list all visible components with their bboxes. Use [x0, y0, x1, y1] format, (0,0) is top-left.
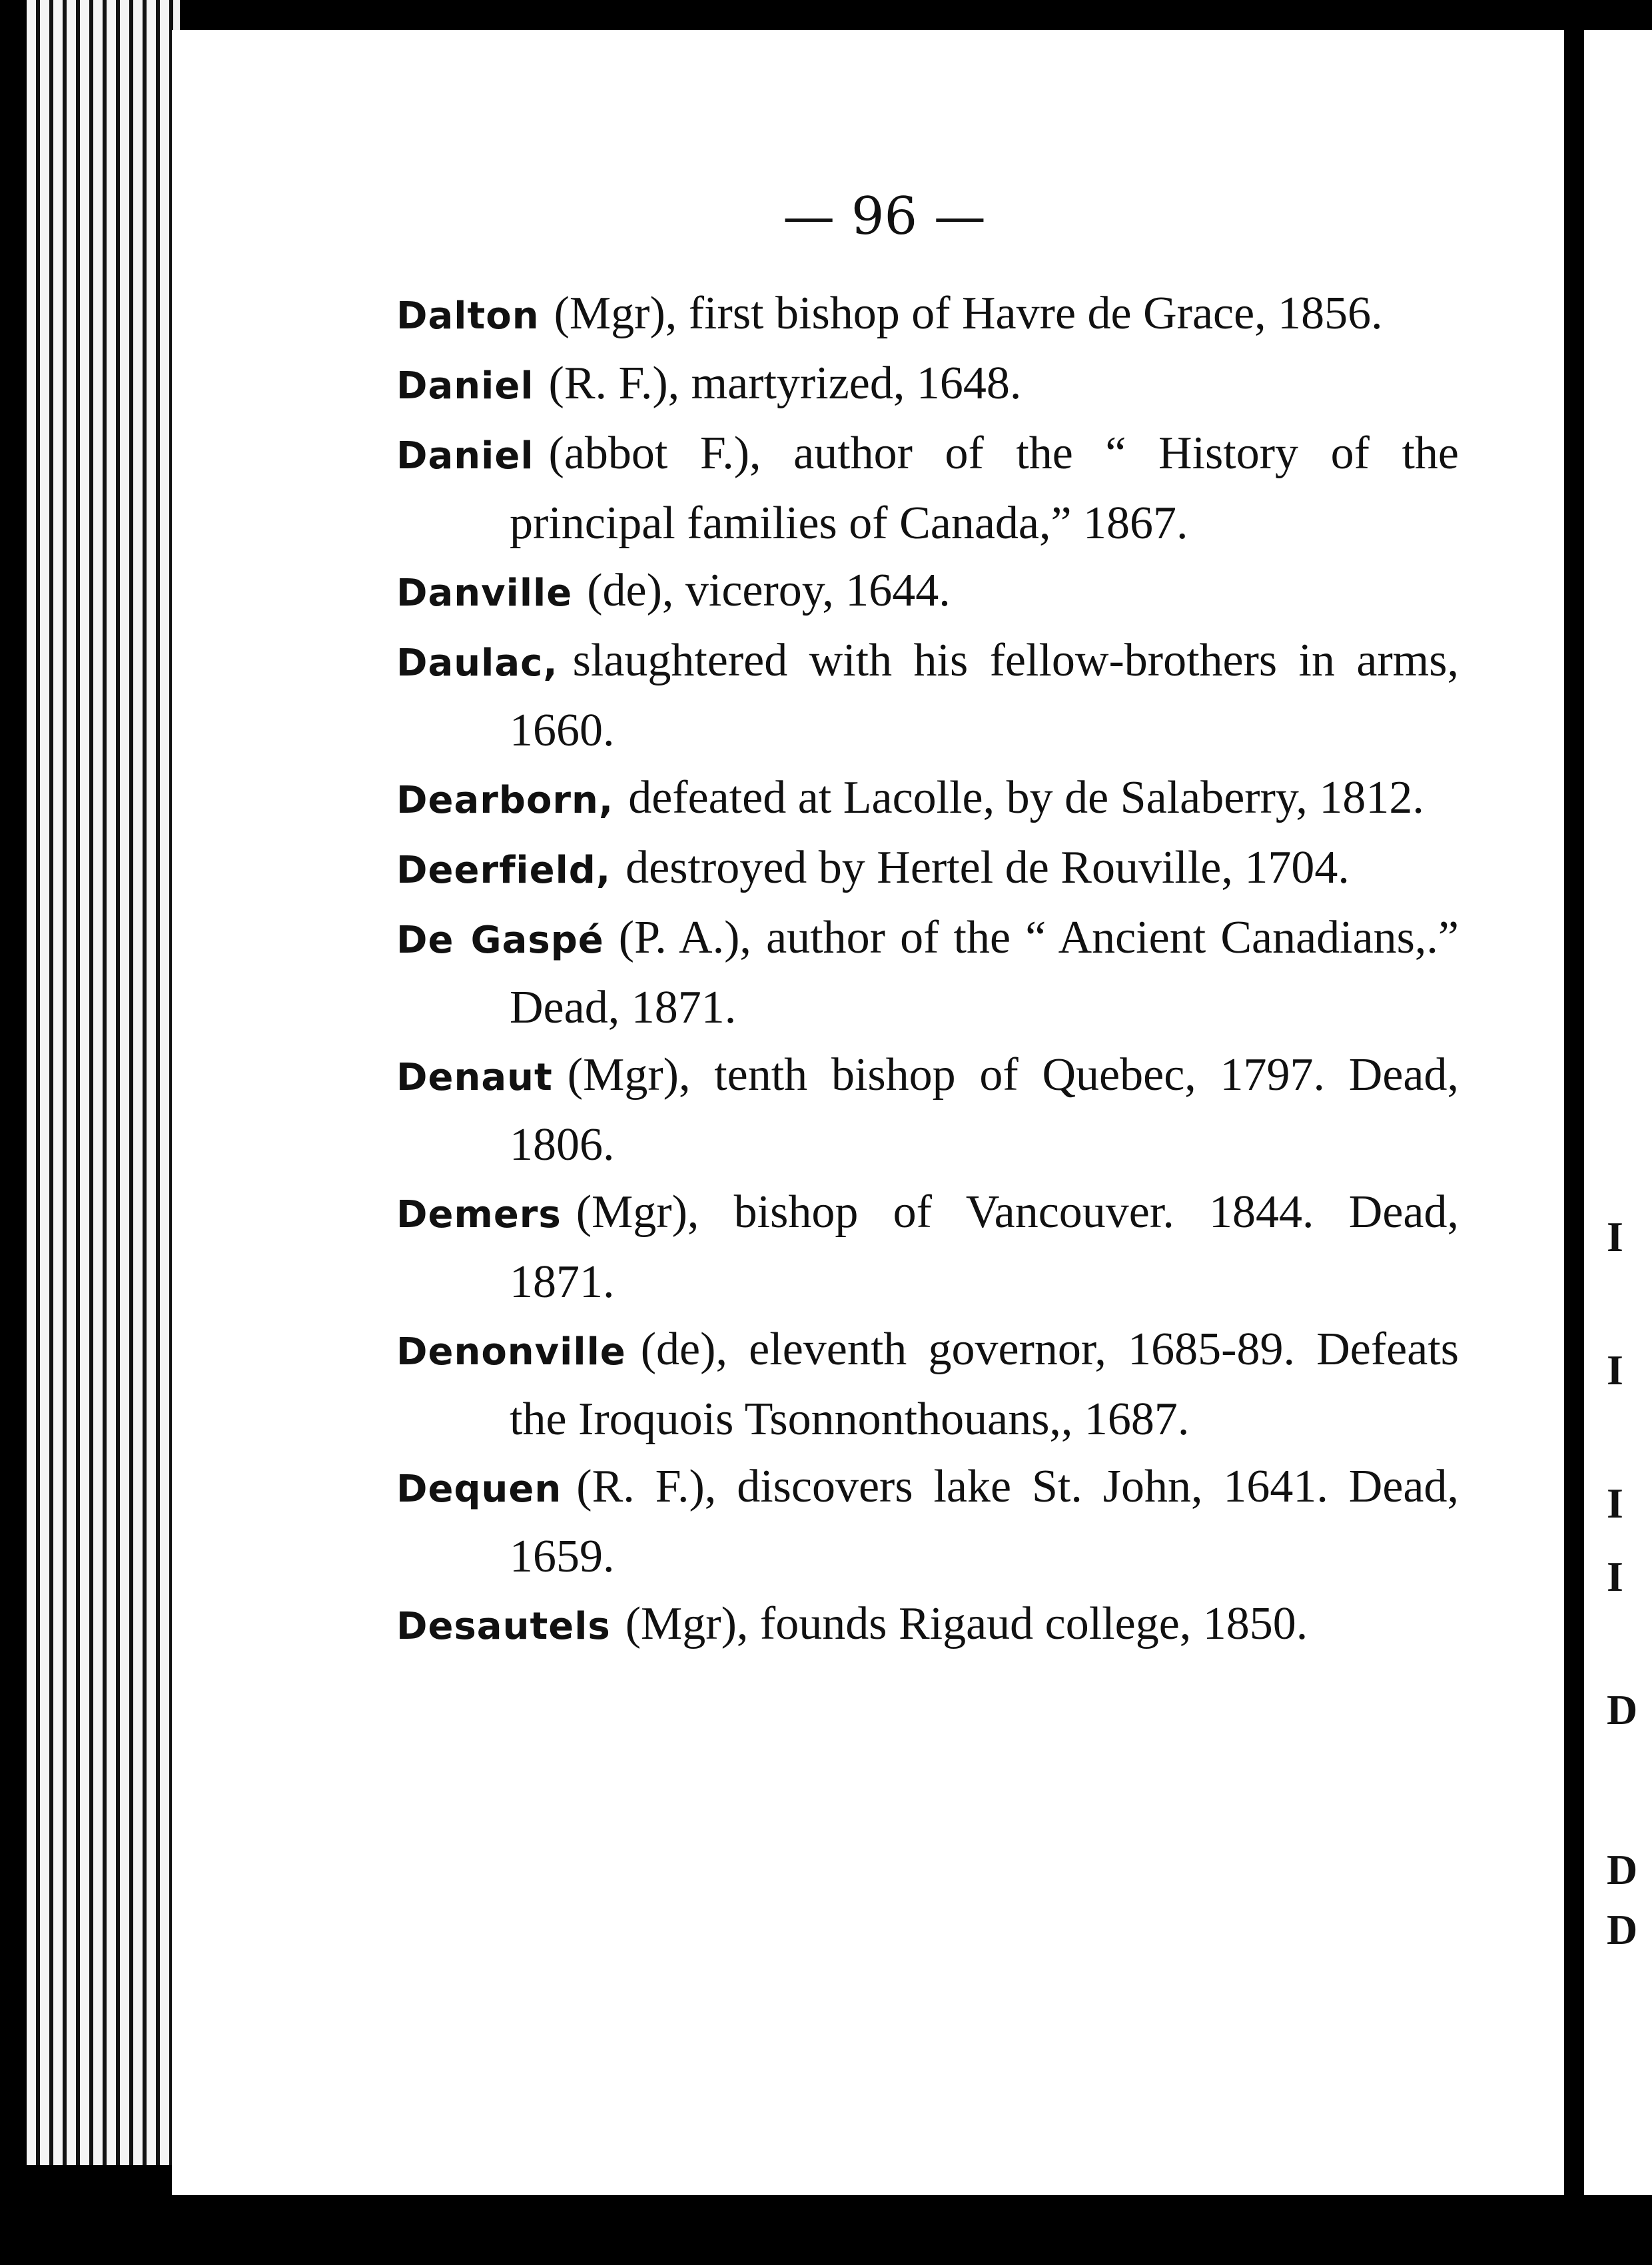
entry-headword: Daniel: [396, 434, 534, 478]
entry: [396, 834, 1459, 904]
entry-text: slaughtered with his fellow-brothers in arms, 1660.: [510, 635, 1459, 756]
entry-text: (Mgr), founds Rigaud college, 1850.: [625, 1598, 1308, 1649]
adjacent-page-letter: I: [1607, 1553, 1623, 1600]
adjacent-page-letter: I: [1607, 1480, 1623, 1527]
page-edges: [27, 0, 180, 2165]
entry-text: (R. F.), martyrized, 1648.: [548, 358, 1022, 409]
entry: [396, 280, 1459, 350]
gutter-shadow: [1564, 0, 1584, 2198]
entry: [396, 1178, 1459, 1316]
entry-headword: Daniel: [396, 364, 534, 408]
adjacent-page-letter: I: [1607, 1213, 1623, 1260]
entry-text: (R. F.), discovers lake St. John, 1641. Dead, 1659.: [510, 1461, 1459, 1582]
entry: [396, 420, 1459, 557]
entry-headword: Dalton: [396, 294, 540, 338]
entry-headword: Denaut: [396, 1056, 553, 1099]
adjacent-page-letter: D: [1607, 1686, 1638, 1733]
entry-headword: Denonville: [396, 1330, 626, 1374]
entry-text: destroyed by Hertel de Rouville, 1704.: [625, 842, 1350, 893]
entry-headword: Demers: [396, 1193, 562, 1236]
entry: [396, 627, 1459, 764]
adjacent-page-letter: D: [1607, 1906, 1638, 1953]
entry: [396, 1316, 1459, 1453]
entry-headword: Desautels: [396, 1605, 611, 1648]
entry-text: (Mgr), bishop of Vancouver. 1844. Dead, 1871.: [510, 1186, 1459, 1308]
adjacent-page-letter: I: [1607, 1346, 1623, 1394]
entry-headword: Deerfield,: [396, 849, 612, 892]
entry-text: (Mgr), first bishop of Havre de Grace, 1856.: [554, 288, 1383, 339]
entry: [396, 764, 1459, 834]
entry-headword: Danville: [396, 572, 573, 615]
entry-headword: De Gaspé: [396, 919, 604, 962]
page-number: — 96 —: [783, 187, 986, 246]
entry-text: (abbot F.), author of the “ History of the principal families of Canada,” 1867.: [510, 428, 1459, 549]
entry-text: defeated at Lacolle, by de Salaberry, 1812.: [628, 772, 1424, 823]
entry: [396, 1453, 1459, 1590]
entry-text: (P. A.), author of the “ Ancient Canadians,.” Dead, 1871.: [510, 912, 1459, 1033]
adjacent-page-letter: D: [1607, 1846, 1638, 1893]
entry-text: (de), viceroy, 1644.: [587, 565, 951, 616]
entry-text: (de), eleventh governor, 1685-89. Defeats the Iroquois Tsonnonthouans,, 1687.: [510, 1324, 1459, 1445]
entry: [396, 904, 1459, 1041]
entry: [396, 1041, 1459, 1178]
entry: [396, 557, 1459, 627]
page-header: [0, 187, 1652, 246]
scan-border: [0, 2198, 1652, 2265]
entry-headword: Dequen: [396, 1468, 562, 1511]
entry: [396, 1590, 1459, 1660]
entry: [396, 350, 1459, 420]
entry-headword: Dearborn,: [396, 779, 614, 822]
entry-headword: Daulac,: [396, 642, 558, 685]
entry-text: (Mgr), tenth bishop of Quebec, 1797. Dead, 1806.: [510, 1049, 1459, 1170]
entry-list: [396, 280, 1459, 1660]
